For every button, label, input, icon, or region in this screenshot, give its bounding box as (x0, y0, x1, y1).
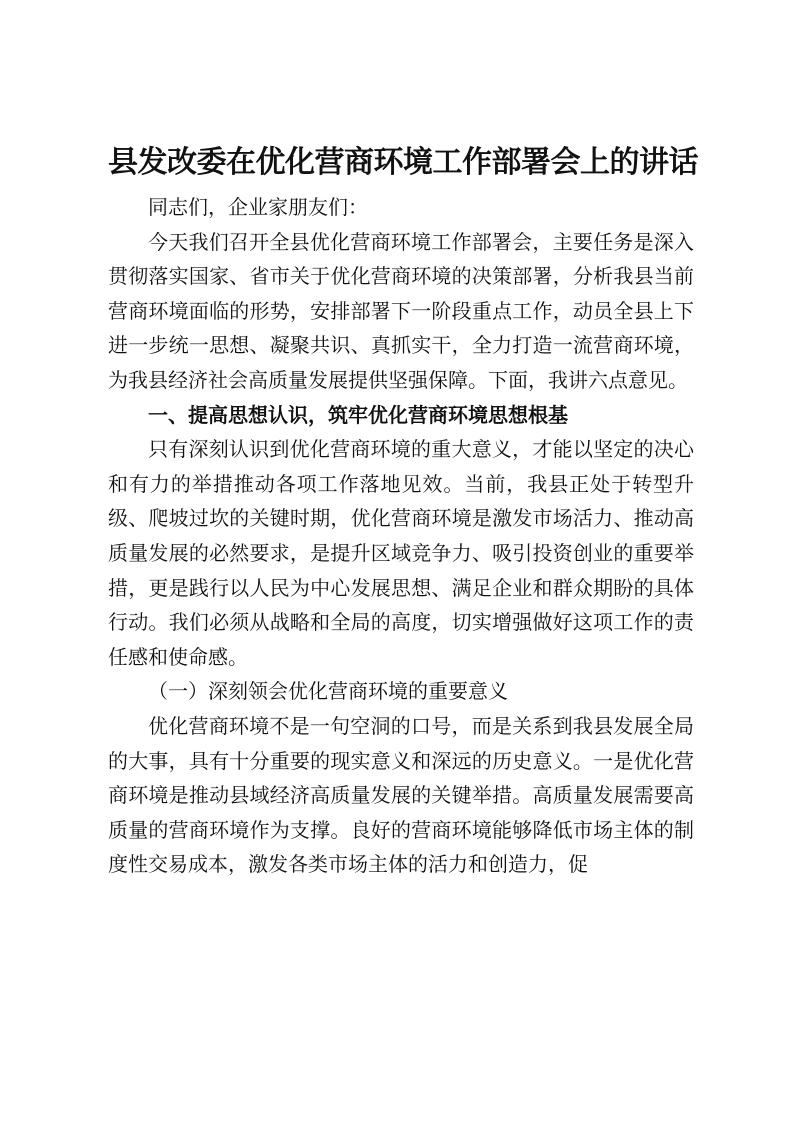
section-heading-1: 一、提高思想认识，筑牢优化营商环境思想根基 (148, 402, 568, 427)
subsection-heading-1: （一）深刻领会优化营商环境的重要意义 (148, 679, 508, 704)
salutation: 同志们，企业家朋友们： (148, 195, 368, 219)
document-title: 县发改委在优化营商环境工作部署会上的讲话 (108, 145, 698, 180)
document-body (108, 138, 698, 882)
subsection-1-paragraph: 优化营商环境不是一句空洞的口号，而是关系到我县发展全局的大事，具有十分重要的现实意义和深远的历史意义。一是优化营商环境是推动县域经济高质量发展的关键举措。高质量发展需要高质量的营商环境作为支撑。良好的营商环境能够降低市场主体的制度性交易成本，激发各类市场主体的活力和创造力，促 (108, 713, 694, 877)
section-1-paragraph: 只有深刻认识到优化营商环境的重大意义，才能以坚定的决心和有力的举措推动各项工作落地见效。当前，我县正处于转型升级、爬坡过坎的关键时期，优化营商环境是激发市场活力、推动高质量发展的必然要求，是提升区域竞争力、吸引投资创业的重要举措，更是践行以人民为中心发展思想、满足企业和群众期盼的具体行动。我们必须从战略和全局的高度，切实增强做好这项工作的责任感和使命感。 (108, 437, 694, 669)
intro-paragraph: 今天我们召开全县优化营商环境工作部署会，主要任务是深入贯彻落实国家、省市关于优化营商环境的决策部署，分析我县当前营商环境面临的形势，安排部署下一阶段重点工作，动员全县上下进一步统一思想、凝聚共识、真抓实干，全力打造一流营商环境，为我县经济社会高质量发展提供坚强保障。下面，我讲六点意见。 (108, 229, 694, 392)
